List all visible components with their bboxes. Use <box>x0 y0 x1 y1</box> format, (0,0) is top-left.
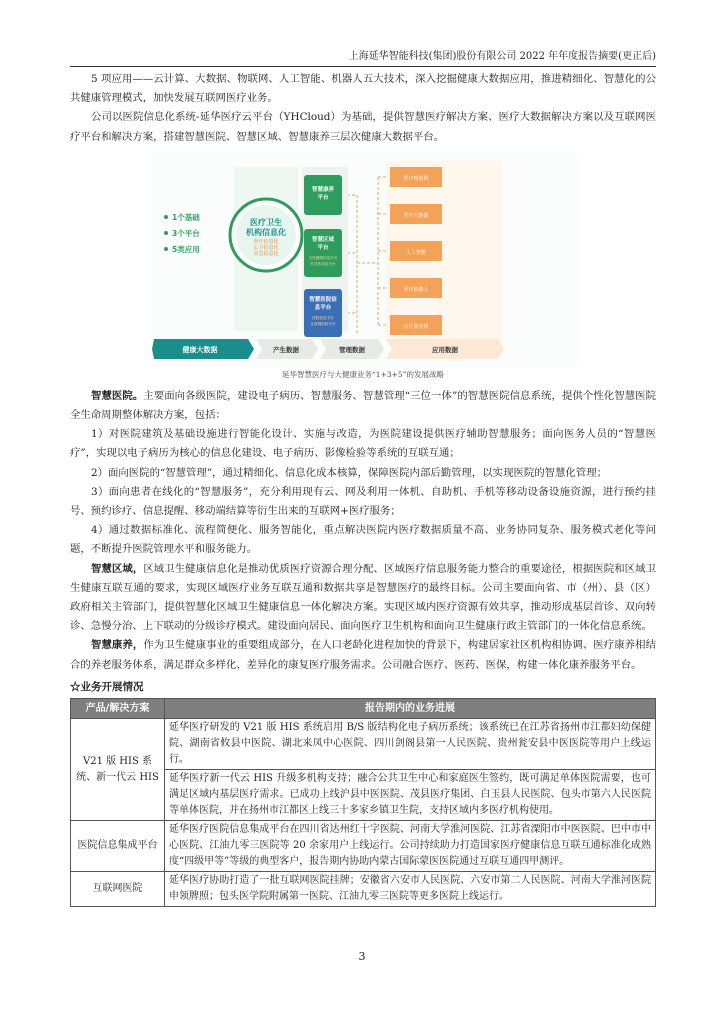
platform-yiyuan-title-1: 智慧医院信 <box>309 296 337 303</box>
paragraph-smart-region <box>70 560 656 637</box>
paragraph-item-1: 1）对医院建筑及基础设施进行智能化设计、实施与改造，为医院建设提供医疗辅助智慧服务；面向医务人员的“智慧医疗”，实现以电子病历为核心的信息化建设、电子病历、影像检验等系统的互联互通； <box>70 428 656 460</box>
smart-hospital-heading: 智慧医院。 <box>91 389 144 402</box>
main-content <box>70 70 656 907</box>
strategy-diagram <box>152 153 580 367</box>
platform-yiyuan-sub-2: 互联网医院平台 <box>310 321 336 326</box>
platform-yiyuan-sub-1: 医院信息平台 <box>312 315 334 320</box>
figure-caption: 延华智慧医疗与大健康业务“1+3+5”的发展战略 <box>281 369 445 379</box>
center-title-1: 医疗卫生 <box>250 217 282 227</box>
business-table <box>70 698 656 907</box>
platform-quyu-sub-1: 全民健康信息平台 <box>308 255 338 260</box>
center-sub-1: 医疗信息化 <box>253 238 279 245</box>
page-number: 3 <box>358 950 366 963</box>
platform-kangyang-title-2: 平台 <box>317 194 329 201</box>
platform-yiyuan-title-2: 息平台 <box>314 304 332 311</box>
left-item-1: 1个基础 <box>172 212 200 222</box>
strategy-diagram-svg <box>152 153 580 367</box>
bottom-label-manage: 管理数据 <box>339 345 365 354</box>
table-header-progress: 报告期内的业务进展 <box>165 698 656 718</box>
platform-kangyang-title-1: 智慧康养 <box>311 186 335 193</box>
app-item-1: 医疗物联网 <box>403 175 429 182</box>
center-sub-2: 公卫信息化 <box>253 244 279 251</box>
platform-quyu-title-2: 平台 <box>317 244 329 251</box>
center-circle <box>230 199 302 271</box>
table-cell-progress: 延华医疗研发的 V21 版 HIS 系统启用 B/S 版结构化电子病历系统；该系统已在江苏省扬州市江都妇幼保健院、湖南省攸县中医院、湖北来凤中心医院、四川剑阁县第一人民医院、贵州瓮安县中医医院等用户上线运行。 <box>165 719 656 770</box>
table-row <box>71 821 656 872</box>
platform-yiyuan <box>304 289 342 337</box>
table-header-row <box>71 698 656 718</box>
center-title-2: 机构信息化 <box>246 227 286 237</box>
table-row <box>71 719 656 770</box>
paragraph-item-4: 4）通过数据标准化、流程简便化、服务智能化，重点解决医院内医疗数据质量不高、业务协同复杂、服务模式老化等问题，不断提升医院管理水平和服务能力。 <box>70 524 656 556</box>
app-item-4: 医疗机器人 <box>403 286 429 293</box>
table-cell-product: 互联网医院 <box>71 872 165 907</box>
bottom-left-label: 健康大数据 <box>182 345 218 354</box>
platform-quyu <box>304 229 342 277</box>
smart-hospital-text: 主要面向各级医院，建设电子病历、智慧服务、智慧管理“三位一体”的智慧医院信息系统，提供个性化智慧医院全生命周期整体解决方案，包括： <box>70 389 656 422</box>
platform-quyu-sub-2: 医共体信息平台 <box>310 261 336 266</box>
paragraph-smart-care <box>70 636 656 674</box>
smart-care-heading: 智慧康养， <box>91 639 144 652</box>
page-header: 上海延华智能科技(集团)股份有限公司 2022 年年度报告摘要(更正后) <box>70 50 656 67</box>
paragraph-smart-hospital <box>70 387 656 425</box>
left-item-2: 3个平台 <box>172 228 200 238</box>
table-cell-progress: 延华医疗医院信息集成平台在四川省达州红十字医院、河南大学淮河医院、江苏省溧阳市中医医院、巴中市中心医院、江油九零三医院等 20 余家用户上线运行。公司持续助力打造国家医疗健康信息互联互通标准化成熟度“四级甲等”等级的典型客户，报告期内协助内蒙古国际蒙医医院通过互联互通四甲测评。 <box>165 821 656 872</box>
app-item-3: 人工智能 <box>405 249 427 256</box>
paragraph-applications: 5 项应用——云计算、大数据、物联网、人工智能、机器人五大技术，深入挖掘健康大数据应用，推进精细化、智慧化的公共健康管理模式，加快发展互联网医疗业务。 <box>70 73 656 105</box>
table-cell-product: 医院信息集成平台 <box>71 821 165 872</box>
bottom-label-produce: 产生数据 <box>273 345 299 354</box>
paragraph-item-3: 3）面向患者在线化的“智慧服务”，充分利用现有云、网及利用一体机、自助机、手机等移动设备设施资源，进行预约挂号、预约诊疗、信息提醒、移动端结算等衍生出来的互联网+医疗服务； <box>70 485 656 518</box>
table-header-product: 产品/解决方案 <box>71 698 165 718</box>
section-title: ☆业务开展情况 <box>70 680 144 693</box>
app-item-5: 云计算应用 <box>403 323 429 330</box>
bottom-band <box>152 339 504 359</box>
table-cell-progress: 延华医疗协助打造了一批互联网医院挂牌；安徽省六安市人民医院、六安市第二人民医院、河南大学淮河医院申领牌照；包头医学院附属第一医院、江油九零三医院等更多医院上线运行。 <box>165 872 656 907</box>
smart-care-text: 作为卫生健康事业的重要组成部分，在人口老龄化进程加快的背景下，构建居家社区机构相协调、医疗康养相结合的养老服务体系，满足群众多样化、差异化的康复医疗服务需求。公司融合医疗、医药、医保，构建一体化康养服务平台。 <box>70 639 657 671</box>
paragraph-item-2: 2）面向医院的“智慧管理”，通过精细化、信息化成本核算，保障医院内部后勤管理，以实现医院的智慧化管理； <box>91 466 607 479</box>
table-cell-product: V21 版 HIS 系统、新一代云 HIS <box>71 719 165 821</box>
smart-region-heading: 智慧区域， <box>91 562 144 575</box>
platform-quyu-title-1: 智慧区域 <box>311 236 335 243</box>
table-cell-progress: 延华医疗新一代云 HIS 升级多机构支持；融合公共卫生中心和家庭医生签约，既可满足单体医院需要，也可满足区域内基层医疗需求。已成功上线沪县中医医院、茂县医疗集团、白玉县人民医院、包头市第六人民医院等单体医院，并在扬州市江都区上线三十多家乡镇卫生院，支持区域内多医疗机构使用。 <box>165 770 656 821</box>
smart-region-text: 区域卫生健康信息化是推动优质医疗资源合理分配、区域医疗信息服务能力整合的重要途径，根据医院和区域卫生健康互联互通的要求，实现区域医疗业务互联互通和数据共享是智慧医疗的最终目标。公司主要面向省、市（州）、县（区）政府相关主管部门，提供智慧化区域卫生健康信息一体化解决方案。实现区域内医疗资源有效共享，推动形成基层首诊、双向转诊、急慢分治、上下联动的分级诊疗模式。建设面向居民、面向医疗卫生机构和面向卫生健康行政主管部门的一体化信息系统。 <box>70 562 657 633</box>
left-item-3: 5类应用 <box>172 244 200 254</box>
paragraph-yhcloud: 公司以医院信息化系统-延华医疗云平台（YHCloud）为基础，提供智慧医疗解决方案、医疗大数据解决方案以及互联网医疗平台和解决方案，搭建智慧医院、智慧区域、智慧康养三层次健康大数据平台。 <box>70 111 656 143</box>
center-sub-3: 应急信息化 <box>253 250 279 257</box>
table-row <box>71 872 656 907</box>
app-item-2: 医疗大数据 <box>403 212 429 219</box>
platform-kangyang <box>304 175 342 215</box>
left-list <box>164 212 200 254</box>
bottom-label-apply: 应用数据 <box>432 345 458 354</box>
